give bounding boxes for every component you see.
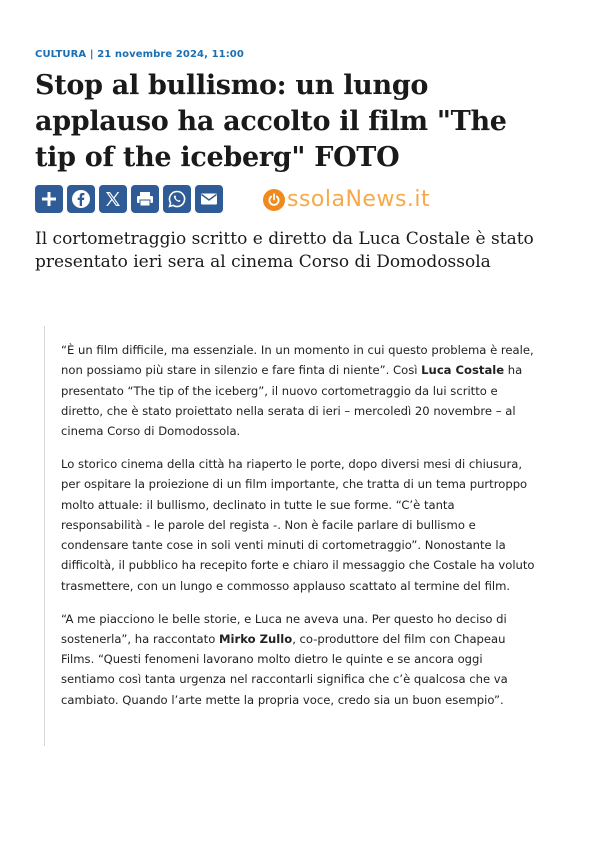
print-button[interactable] (131, 185, 159, 213)
whatsapp-share-button[interactable] (163, 185, 191, 213)
article-title: Stop al bullismo: un lungo applauso ha accolto il film "The tip of the iceberg" FOTO (35, 70, 507, 173)
meta-separator: | (89, 49, 98, 60)
article-subtitle: Il cortometraggio scritto e diretto da Luca Costale è stato presentato ieri sera al cinema Corso di Domodossola (35, 229, 534, 272)
person-name-mirko-zullo: Mirko Zullo (218, 631, 293, 646)
article-meta (35, 49, 244, 60)
plus-icon (40, 190, 58, 208)
x-share-button[interactable] (99, 185, 127, 213)
article-body (61, 340, 536, 723)
email-share-button[interactable] (195, 185, 223, 213)
whatsapp-icon (167, 189, 187, 209)
power-icon (263, 189, 285, 211)
facebook-icon (71, 189, 91, 209)
logo-text: ssolaNews.it (287, 187, 431, 212)
x-icon (104, 190, 122, 208)
share-button[interactable] (35, 185, 63, 213)
print-icon (135, 190, 155, 208)
category-link[interactable]: CULTURA (35, 49, 87, 60)
paragraph-2: Lo storico cinema della città ha riaperto le porte, dopo diversi mesi di chiusura, per ospitare la proiezione di un film importante, che tratta di un tema purtroppo molto attuale: il bullismo, declinato in tutte le sue forme. “C’è tanta responsabilità - le parole del regista -. Non è facile parlare di bullismo e condensare tante cose in soli venti minuti di cortometraggio”. Nonostante la difficoltà, il pubblico ha recepito forte e chiaro il messaggio che Costale ha voluto trasmettere, con un lungo e commosso applauso scattato al termine del film. (61, 456, 535, 593)
facebook-share-button[interactable] (67, 185, 95, 213)
paragraph-3: “A me piacciono le belle storie, e Luca ne aveva una. Per questo ho deciso di sostenerla”, ha raccontato Mirko Zullo, co-produttore del film con Chapeau Films. “Questi fenomeni lavorano molto dietro le quinte e se ancora oggi sentiamo così tanta urgenza nel raccontarli significa che c’è qualcosa che va cambiato. Quando l’arte mette la propria voce, credo sia un buon esempio”. (61, 611, 508, 707)
share-bar (35, 185, 223, 213)
paragraph-1: “È un film difficile, ma essenziale. In un momento in cui questo problema è reale, non possiamo più stare in silenzio e fare finta di niente”. Così Luca Costale ha presentato “The tip of the iceberg”, il nuovo cortometraggio da lui scritto e diretto, che è stato proiettato nella serata di ieri – mercoledì 20 novembre – al cinema Corso di Domodossola. (61, 343, 534, 439)
site-logo[interactable] (263, 185, 430, 215)
publish-date: 21 novembre 2024, 11:00 (97, 49, 244, 60)
person-name-luca-costale: Luca Costale (421, 363, 505, 378)
mail-icon (199, 191, 219, 207)
